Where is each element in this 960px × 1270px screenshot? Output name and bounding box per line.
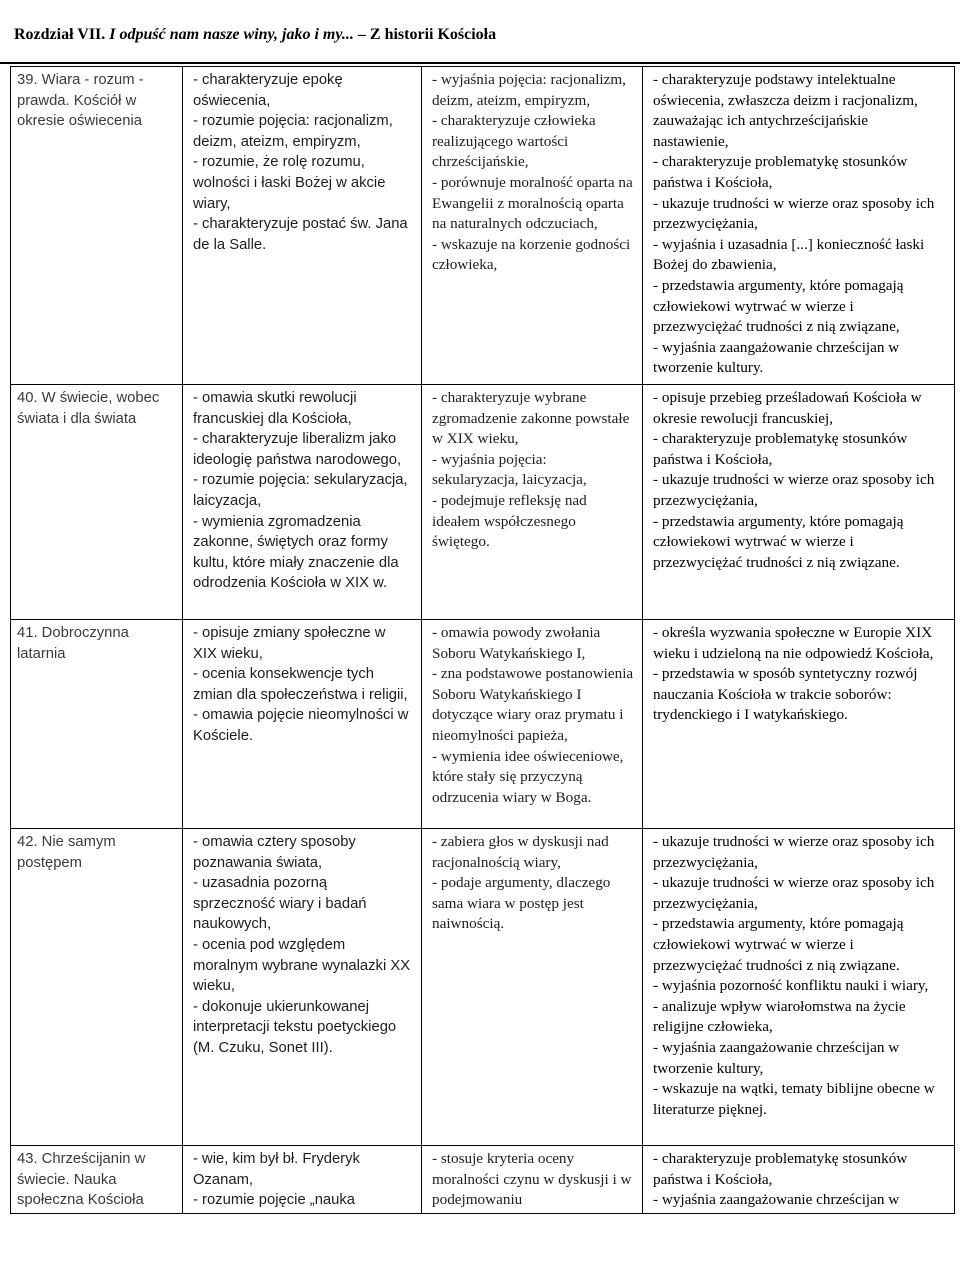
requirements-extended: - zabiera głos w dyskusji nad racjonalnością wiary, - podaje argumenty, dlaczego sama wiara w postęp jest naiwnością. (422, 829, 643, 1146)
requirements-extended: - wyjaśnia pojęcia: racjonalizm, deizm, ateizm, empiryzm, - charakteryzuje człowieka realizującego wartości chrześcijańskie, - porównuje moralność oparta na Ewangelii z moralnością oparta na naturalnych odczuciach, - wskazuje na korzenie godności człowieka, (422, 67, 643, 385)
lesson-topic: 39. Wiara - rozum - prawda. Kościół w okresie oświecenia (11, 67, 183, 385)
requirements-table (10, 66, 955, 1214)
requirements-full: - charakteryzuje podstawy intelektualne oświecenia, zwłaszcza deizm i racjonalizm, zauważając ich antychrześcijańskie nastawienie, - charakteryzuje problematykę stosunków państwa i Kościoła, - ukazuje trudności w wierze oraz sposoby ich przezwyciężania, - wyjaśnia i uzasadnia [...] konieczność łaski Bożej do zbawienia, - przedstawia argumenty, które pomagają człowiekowi wytrwać w wierze i przezwyciężać trudności z nią związane, - wyjaśnia zaangażowanie chrześcijan w tworzenie kultury. (643, 67, 955, 385)
requirements-extended: - omawia powody zwołania Soboru Watykańskiego I, - zna podstawowe postanowienia Soboru Watykańskiego I dotyczące wiary oraz prymatu i nieomylności papieża, - wymienia idee oświeceniowe, które stały się przyczyną odrzucenia wiary w Boga. (422, 620, 643, 829)
lesson-topic: 40. W świecie, wobec świata i dla świata (11, 385, 183, 620)
lesson-topic: 43. Chrześcijanin w świecie. Nauka społeczna Kościoła (11, 1146, 183, 1214)
requirements-basic: - opisuje zmiany społeczne w XIX wieku, - ocenia konsekwencje tych zmian dla społeczeństwa i religii, - omawia pojęcie nieomylności w Kościele. (183, 620, 422, 829)
table-row (11, 67, 955, 385)
page-header (0, 0, 960, 64)
lesson-topic: 42. Nie samym postępem (11, 829, 183, 1146)
requirements-full: - określa wyzwania społeczne w Europie XIX wieku i udzieloną na nie odpowiedź Kościoła, - przedstawia w sposób syntetyczny rozwój nauczania Kościoła w trakcie soborów: trydenckiego i I watykańskiego. (643, 620, 955, 829)
chapter-title-italic: I odpuść nam nasze winy, jako i my... (109, 26, 358, 43)
requirements-full: - ukazuje trudności w wierze oraz sposoby ich przezwyciężania, - ukazuje trudności w wierze oraz sposoby ich przezwyciężania, - przedstawia argumenty, które pomagają człowiekowi wytrwać w wierze i przezwyciężać trudności z nią związane. - wyjaśnia pozorność konfliktu nauki i wiary, - analizuje wpływ wiarołomstwa na życie religijne człowieka, - wyjaśnia zaangażowanie chrześcijan w tworzenie kultury, - wskazuje na wątki, tematy biblijne obecne w literaturze pięknej. (643, 829, 955, 1146)
table-row (11, 620, 955, 829)
requirements-extended: - stosuje kryteria oceny moralności czynu w dyskusji i w podejmowaniu (422, 1146, 643, 1214)
requirements-basic: - omawia skutki rewolucji francuskiej dla Kościoła, - charakteryzuje liberalizm jako ideologię państwa narodowego, - rozumie pojęcia: sekularyzacja, laicyzacja, - wymienia zgromadzenia zakonne, świętych oraz formy kultu, które miały znaczenie dla odrodzenia Kościoła w XIX w. (183, 385, 422, 620)
table-row (11, 829, 955, 1146)
chapter-number: Rozdział VII. (14, 26, 110, 43)
chapter-subtitle: – Z historii Kościoła (357, 26, 497, 43)
requirements-full: - opisuje przebieg prześladowań Kościoła w okresie rewolucji francuskiej, - charakteryzuje problematykę stosunków państwa i Kościoła, - ukazuje trudności w wierze oraz sposoby ich przezwyciężania, - przedstawia argumenty, które pomagają człowiekowi wytrwać w wierze i przezwyciężać trudności z nią związane. (643, 385, 955, 620)
requirements-basic: - charakteryzuje epokę oświecenia, - rozumie pojęcia: racjonalizm, deizm, ateizm, empiryzm, - rozumie, że rolę rozumu, wolności i łaski Bożej w akcie wiary, - charakteryzuje postać św. Jana de la Salle. (183, 67, 422, 385)
table-row (11, 385, 955, 620)
chapter-title (14, 26, 496, 44)
lesson-topic: 41. Dobroczynna latarnia (11, 620, 183, 829)
table-row (11, 1146, 955, 1214)
requirements-extended: - charakteryzuje wybrane zgromadzenie zakonne powstałe w XIX wieku, - wyjaśnia pojęcia: sekularyzacja, laicyzacja, - podejmuje refleksję nad ideałem współczesnego świętego. (422, 385, 643, 620)
requirements-basic: - omawia cztery sposoby poznawania świata, - uzasadnia pozorną sprzeczność wiary i badań naukowych, - ocenia pod względem moralnym wybrane wynalazki XX wieku, - dokonuje ukierunkowanej interpretacji tekstu poetyckiego (M. Czuku, Sonet III). (183, 829, 422, 1146)
requirements-full: - charakteryzuje problematykę stosunków państwa i Kościoła, - wyjaśnia zaangażowanie chrześcijan w (643, 1146, 955, 1214)
requirements-basic: - wie, kim był bł. Fryderyk Ozanam, - rozumie pojęcie „nauka (183, 1146, 422, 1214)
